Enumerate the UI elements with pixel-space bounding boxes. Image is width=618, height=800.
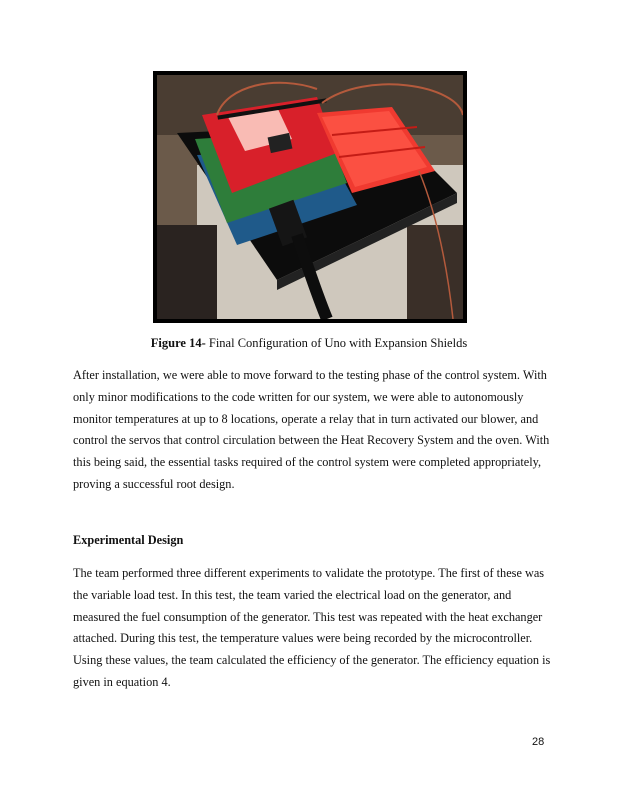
- figure-caption: [0, 336, 618, 351]
- page-number: 28: [532, 736, 545, 748]
- paragraph-installation: After installation, we were able to move forward to the testing phase of the control system. With only minor modifications to the code written for our system, we were able to autonomously monitor temperatures at up to 8 locations, operate a relay that in turn activated our blower, and control the servos that control circulation between the Heat Recovery System and the oven. With this being said, the essential tasks required of the control system were completed appropriately, proving a successful root design.: [73, 368, 550, 491]
- paragraph-experimental: The team performed three different experiments to validate the prototype. The first of these was the variable load test. In this test, the team varied the electrical load on the generator, and measured the fuel consumption of the generator. This test was repeated with the heat exchanger attached. During this test, the temperature values were being recorded by the microcontroller. Using these values, the team calculated the efficiency of the generator. The efficiency equation is given in equation 4.: [73, 566, 551, 689]
- arduino-uno-with-expansion-shields-photo: [157, 75, 463, 319]
- section-heading-experimental-design: Experimental Design: [73, 533, 184, 547]
- figure-label: Figure 14-: [150, 336, 206, 350]
- figure-title: Final Configuration of Uno with Expansion Shields: [205, 336, 468, 350]
- figure-photo: [153, 71, 467, 323]
